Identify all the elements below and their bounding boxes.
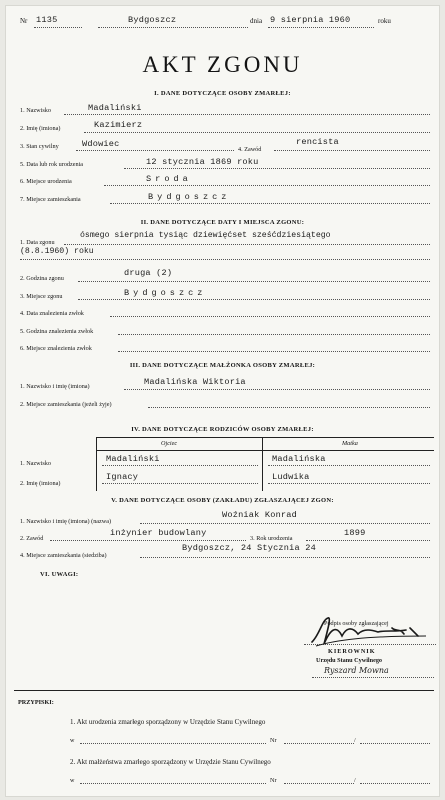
field-value: 1899 — [344, 528, 366, 538]
field-label: 1. Data zgonu — [20, 239, 55, 246]
field-label: 4. Zawód — [238, 146, 262, 153]
note-item-w: w — [70, 777, 75, 784]
field-value: Wdowiec — [82, 139, 120, 149]
field-label: 2. Zawód — [20, 535, 44, 542]
field-label: 2. Miejsce zamieszkania (jeżeli żyje) — [20, 401, 112, 408]
parents-row1-label: 1. Nazwisko — [20, 460, 51, 467]
signature-scribble-icon — [306, 606, 445, 654]
section4-heading: IV. DANE DOTYCZĄCE RODZICÓW OSOBY ZMARŁEJ: — [131, 426, 314, 433]
field-label: 3. Miejsce zgonu — [20, 293, 63, 300]
notes-heading: PRZYPISKI: — [18, 699, 54, 706]
field-label: 5. Data lub rok urodzenia — [20, 161, 84, 168]
note-item-text: 2. Akt małżeństwa zmarłego sporządzony w Urzędzie Stanu Cywilnego — [70, 758, 271, 766]
section6-heading: VI. UWAGI: — [40, 571, 79, 578]
parents-row2-label: 2. Imię (imiona) — [20, 480, 61, 487]
note-item-nr: Nr — [270, 737, 277, 744]
mother-surname: Madalińska — [272, 454, 326, 464]
field-value: Sroda — [146, 174, 192, 184]
nr-value: 1135 — [36, 15, 58, 25]
field-value: Bydgoszcz — [124, 288, 207, 298]
field-value: Bydgoszcz, 24 Stycznia 24 — [182, 543, 316, 553]
document-title: AKT ZGONU — [142, 52, 303, 77]
note-item-text: 1. Akt urodzenia zmarłego sporządzony w Urzędzie Stanu Cywilnego — [70, 718, 266, 726]
field-value: rencista — [296, 137, 339, 147]
section3-heading: III. DANE DOTYCZĄCE MAŁŻONKA OSOBY ZMARŁEJ: — [129, 362, 316, 369]
field-label: 2. Godzina zgonu — [20, 275, 64, 282]
father-name: Ignacy — [106, 472, 139, 482]
mother-name: Ludwika — [272, 472, 310, 482]
field-value: ósmego sierpnia tysiąc dziewięćset sześćdziesiątego — [80, 231, 331, 240]
field-label: 1. Nazwisko i imię (imiona) — [20, 383, 90, 390]
field-value: (8.8.1960) roku — [20, 247, 94, 256]
field-label: 4. Data znalezienia zwłok — [20, 310, 84, 317]
field-label: 1. Nazwisko — [20, 107, 51, 114]
field-value: Madaliński — [88, 103, 142, 113]
father-surname: Madaliński — [106, 454, 160, 464]
field-label: 6. Miejsce znalezienia zwłok — [20, 345, 92, 352]
header-date: 9 sierpnia 1960 — [270, 15, 351, 25]
field-label: 1. Nazwisko i imię (imiona) (nazwa) — [20, 518, 112, 525]
year-label: roku — [378, 17, 391, 25]
field-value: Madalińska Wiktoria — [144, 377, 246, 387]
field-value: druga (2) — [124, 268, 173, 278]
section2-heading: II. DANE DOTYCZĄCE DATY I MIEJSCA ZGONU: — [140, 219, 305, 226]
signature-office: Urzędu Stanu Cywilnego — [316, 657, 383, 664]
field-label: 6. Miejsce urodzenia — [20, 178, 72, 185]
header-city: Bydgoszcz — [128, 15, 177, 25]
field-label: 2. Imię (imiona) — [20, 125, 61, 132]
day-label: dnia — [250, 17, 263, 25]
field-value: Bydgoszcz — [148, 192, 231, 202]
field-label: 7. Miejsce zamieszkania — [20, 196, 81, 203]
note-item-nr: Nr — [270, 777, 277, 784]
signature-title: KIEROWNIK — [328, 648, 376, 655]
field-label: 5. Godzina znalezienia zwłok — [20, 328, 94, 335]
field-value: Kazimierz — [94, 120, 143, 130]
nr-label: Nr — [20, 17, 28, 25]
col-father-header: Ojciec — [161, 440, 178, 447]
field-value: inżynier budowlany — [110, 528, 207, 538]
field-value: Woźniak Konrad — [222, 510, 297, 520]
death-certificate-page: Nr 1135 Bydgoszcz dnia 9 sierpnia 1960 roku AKT ZGONU I. DANE DOTYCZĄCE OSOBY ZMARŁEJ: 1. Nazwisko Madaliński 2. Imię (imiona) Kazimierz 3. Stan cywilny Wdowiec 4. Zawód rencista 5. Data lub rok urodzenia 12 stycznia 1869 roku 6. Miejsce urodzenia Sroda 7. Miejsce zamieszkania Bydgoszcz II. DANE DOTYCZĄCE DATY I MIEJSCA ZGONU: 1. Data zgonu ósmego sierpnia tysiąc dziewięćset sześćdziesiątego (8.8.1960) roku 2. Godzina zgonu druga (2) 3. Miejsce zgonu Bydgoszcz 4. Data znalezienia zwłok 5. Godzina znalezienia zwłok 6. Miejsce znalezienia zwłok III. DANE DOTYCZĄCE MAŁŻONKA OSOBY ZMARŁEJ: 1. Nazwisko i imię (imiona) Madalińska Wiktoria 2. Miejsce zamieszkania (jeżeli żyje) IV. DANE DOTYCZĄCE RODZICÓW OSOBY ZMARŁEJ: Ojciec Matka 1. Nazwisko Madaliński Madalińska 2. Imię (imiona) Ignacy Ludwika V. DANE DOTYCZĄCE OSOBY (ZAKŁADU) ZGŁASZAJĄCEJ ZGON: 1. Nazwisko i imię (imiona) (nazwa) Woźniak Konrad 2. Zawód inżynier budowlany 3. Rok urodzenia 1899 Bydgoszcz, 24 Stycznia 24 4. Miejsce zamieszkania (siedziba) VI. UWAGI: Podpis osoby zgłaszającej KIEROWNIK Urzędu Stanu Cywilnego Ryszard Mowna PRZYPISKI: 1. Akt urodzenia zmarłego sporządzony w Urzędzie Stanu Cywilnego w Nr / 2. Akt małżeństwa zmarłego sporządzony w Urzędzie Stanu Cywilnego w Nr / — [6, 6, 439, 796]
signature-name: Ryszard Mowna — [324, 666, 389, 675]
field-label: 3. Rok urodzenia — [250, 535, 293, 542]
signature-label: Podpis osoby zgłaszającej — [324, 620, 389, 627]
section1-heading: I. DANE DOTYCZĄCE OSOBY ZMARŁEJ: — [154, 90, 291, 97]
col-mother-header: Matka — [342, 440, 358, 447]
field-label: 4. Miejsce zamieszkania (siedziba) — [20, 552, 107, 559]
field-label: 3. Stan cywilny — [20, 143, 59, 150]
section5-heading: V. DANE DOTYCZĄCE OSOBY (ZAKŁADU) ZGŁASZAJĄCEJ ZGON: — [111, 497, 334, 504]
field-value: 12 stycznia 1869 roku — [146, 157, 259, 167]
note-item-w: w — [70, 737, 75, 744]
